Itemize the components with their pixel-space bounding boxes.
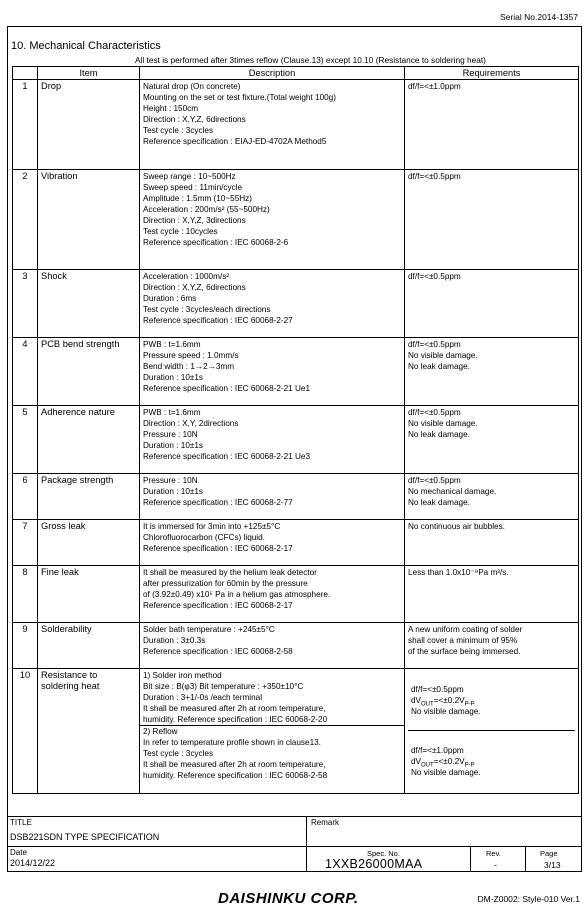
description-line: Reference specification : IEC 60068-2-21 Ue3 <box>143 452 311 461</box>
requirement-line: No leak damage. <box>408 362 470 371</box>
row-number: 9 <box>13 623 38 669</box>
requirement-line: No leak damage. <box>408 498 470 507</box>
row-description <box>140 270 405 338</box>
row-number: 5 <box>13 406 38 474</box>
footer-title-label: TITLE <box>10 818 32 827</box>
description-line: Chlorofluorocarbon (CFCs) liquid. <box>143 533 265 542</box>
row-item: PCB bend strength <box>38 338 140 406</box>
requirement-line: of the surface being immersed. <box>408 647 521 656</box>
footer-top-rule <box>7 816 582 817</box>
row-item: Vibration <box>38 170 140 270</box>
description-line: Direction : X,Y,Z, 6directions <box>143 115 246 124</box>
description-line: Duration : 3±0.3s <box>143 636 206 645</box>
requirement-line: df/f=<±1.0ppm <box>408 82 461 91</box>
row-requirements <box>405 520 579 566</box>
description-line: Reference specification : IEC 60068-2-17 <box>143 544 293 553</box>
footer-remark-label: Remark <box>311 818 340 827</box>
requirement-line: No visible damage. <box>411 706 481 716</box>
requirement-line: shall cover a minimum of 95% <box>408 636 518 645</box>
row-number: 3 <box>13 270 38 338</box>
requirement-line: No mechanical damage. <box>408 487 497 496</box>
requirement-line: Less than 1.0x10⁻⁹Pa m³/s. <box>408 568 509 577</box>
header-item: Item <box>38 67 140 80</box>
description-line: Reference specification : IEC 60068-2-6 <box>143 238 289 247</box>
description-line: Reference specification : IEC 60068-2-17 <box>143 601 293 610</box>
description-line: Duration : 10±1s <box>143 487 204 496</box>
row-item: Package strength <box>38 474 140 520</box>
requirement-line: No visible damage. <box>408 351 478 360</box>
description-line: Sweep range : 10~500Hz <box>143 172 236 181</box>
header-description: Description <box>140 67 405 80</box>
row-item: Solderability <box>38 623 140 669</box>
table-row <box>13 474 579 520</box>
header-no <box>13 67 38 80</box>
footer-divider-page <box>525 846 526 872</box>
description-line: Direction : X,Y, 2directions <box>143 419 239 428</box>
description-line: Duration : 3+1/-0s /each terminal <box>143 693 263 702</box>
reflow-requirements <box>408 730 575 792</box>
reflow-section <box>140 725 404 781</box>
table-row <box>13 270 579 338</box>
table-row <box>13 566 579 623</box>
footer-page-value: 3/13 <box>544 860 561 870</box>
description-line: PWB : t=1.6mm <box>143 408 201 417</box>
row-item: Fine leak <box>38 566 140 623</box>
row-number: 8 <box>13 566 38 623</box>
description-line: Direction : X,Y,Z, 6directions <box>143 283 246 292</box>
description-line: Acceleration : 200m/s² (55~500Hz) <box>143 205 270 214</box>
row-requirements <box>405 338 579 406</box>
description-line: Duration : 10±1s <box>143 441 204 450</box>
solder-iron-requirements <box>408 670 575 730</box>
requirement-line: No visible damage. <box>408 419 478 428</box>
row-requirements <box>405 566 579 623</box>
description-line: Test cycle : 3cycles/each directions <box>143 305 271 314</box>
row-item: Adherence nature <box>38 406 140 474</box>
description-line: Test cycle : 3cycles <box>143 749 214 758</box>
description-line: Reference specification : IEC 60068-2-21 Ue1 <box>143 384 311 393</box>
description-line: It shall be measured after 2h at room temperature, <box>143 760 326 769</box>
section-title: 10. Mechanical Characteristics <box>11 40 161 52</box>
description-line: of (3.92±0.49) x10⁵ Pa in a helium gas atmosphere. <box>143 590 331 599</box>
footer-divider-rev <box>470 846 471 872</box>
footer-spec-label: Spec. No. <box>367 849 400 858</box>
description-line: Pressure speed : 1.0mm/s <box>143 351 239 360</box>
row-requirements <box>405 669 579 794</box>
description-line: Pressure : 10N <box>143 476 198 485</box>
description-line: It shall be measured by the helium leak detector <box>143 568 317 577</box>
footer-date-value: 2014/12/22 <box>10 858 56 868</box>
footer-spec-value: 1XXB26000MAA <box>325 857 423 871</box>
description-line: In refer to temperature profile shown in clause13. <box>143 738 321 747</box>
description-line: humidity. Reference specification : IEC 60068-2-58 <box>143 771 328 780</box>
description-line: Acceleration : 1000m/s² <box>143 272 230 281</box>
requirement-line: df/f=<±0.5ppm <box>408 272 461 281</box>
description-line: Bit size : B(φ3) Bit temperature : +350±10°C <box>143 682 304 691</box>
requirement-line: df/f=<±0.5ppm <box>408 172 461 181</box>
requirement-line: df/f=<±1.0ppm <box>411 746 464 755</box>
section-note: All test is performed after 3times reflow (Clause.13) except 10.10 (Resistance to soldering heat) <box>135 55 486 65</box>
description-line: humidity. Reference specification : IEC 60068-2-20 <box>143 715 328 724</box>
requirement-line: df/f=<±0.5ppm <box>408 408 461 417</box>
description-line: Test cycle : 10cycles <box>143 227 218 236</box>
requirement-line: No continuous air bubbles. <box>408 522 505 531</box>
description-line: Height : 150cm <box>143 104 199 113</box>
table-row <box>13 520 579 566</box>
requirement-line: df/f=<±0.5ppm <box>408 476 461 485</box>
style-code: DM-Z0002: Style-010 Ver.1 <box>477 894 580 904</box>
serial-number: Serial No.2014-1357 <box>500 12 578 22</box>
footer-rev-value: - <box>494 860 497 870</box>
row-requirements <box>405 270 579 338</box>
table-row <box>13 338 579 406</box>
solder-iron-section <box>143 670 401 725</box>
header-requirements: Requirements <box>405 67 579 80</box>
description-line: Reference specification : IEC 60068-2-58 <box>143 647 293 656</box>
description-line: 2) Reflow <box>143 727 178 736</box>
footer-divider-remark <box>306 816 307 872</box>
description-line: Amplitude : 1.5mm (10~55Hz) <box>143 194 252 203</box>
description-line: Reference specification : IEC 60068-2-77 <box>143 498 293 507</box>
row-number: 10 <box>13 669 38 794</box>
requirement-line: df/f=<±0.5ppm <box>408 340 461 349</box>
footer-title-value: DSB221SDN TYPE SPECIFICATION <box>10 832 160 842</box>
table-row <box>13 170 579 270</box>
table-row <box>13 406 579 474</box>
description-line: Natural drop (On concrete) <box>143 82 241 91</box>
description-line: PWB : t=1.6mm <box>143 340 201 349</box>
description-line: Duration : 6ms <box>143 294 197 303</box>
row-item: Resistance to soldering heat <box>38 669 140 794</box>
mechanical-characteristics-table <box>12 66 579 794</box>
row-item: Drop <box>38 80 140 170</box>
footer-date-label: Date <box>10 848 27 857</box>
row-number: 1 <box>13 80 38 170</box>
row-item: Shock <box>38 270 140 338</box>
requirement-line: df/f=<±0.5ppm <box>411 684 464 694</box>
description-line: It is immersed for 3min into +125±5°C <box>143 522 281 531</box>
requirement-line: A new uniform coating of solder <box>408 625 523 634</box>
row-description <box>140 623 405 669</box>
row-number: 4 <box>13 338 38 406</box>
description-line: It shall be measured after 2h at room temperature, <box>143 704 326 713</box>
table-row <box>13 80 579 170</box>
table-row <box>13 623 579 669</box>
row-requirements <box>405 170 579 270</box>
row-description <box>140 80 405 170</box>
company-name: DAISHINKU CORP. <box>218 890 359 907</box>
row-description <box>140 170 405 270</box>
footer-mid-rule <box>7 846 582 847</box>
table-header-row <box>13 67 579 80</box>
row-description <box>140 406 405 474</box>
description-line: 1) Solder iron method <box>143 671 222 680</box>
row-requirements <box>405 406 579 474</box>
row-description <box>140 520 405 566</box>
row-requirements <box>405 474 579 520</box>
row-number: 6 <box>13 474 38 520</box>
requirement-line: No leak damage. <box>408 430 470 439</box>
row-number: 2 <box>13 170 38 270</box>
description-line: Bend width : 1→2→3mm <box>143 362 235 371</box>
description-line: Pressure : 10N <box>143 430 198 439</box>
description-line: after pressurization for 60min by the pressure <box>143 579 308 588</box>
description-line: Test cycle : 3cycles <box>143 126 214 135</box>
requirement-line: $dV_{OUT}=<\pm 0.2V_{P-P}$ <box>411 757 475 769</box>
row-number: 7 <box>13 520 38 566</box>
description-line: Duration : 10±1s <box>143 373 204 382</box>
row-description <box>140 566 405 623</box>
row-description <box>140 669 405 794</box>
row-requirements <box>405 80 579 170</box>
table-row <box>13 669 579 794</box>
description-line: Solder bath temperature : +245±5°C <box>143 625 275 634</box>
description-line: Mounting on the set or test fixture.(Total weight 100g) <box>143 93 336 102</box>
footer-rev-label: Rev. <box>486 849 501 858</box>
footer-page-label: Page <box>540 849 558 858</box>
row-description <box>140 338 405 406</box>
requirement-line: No visible damage. <box>411 768 481 777</box>
description-line: Direction : X,Y,Z, 3directions <box>143 216 246 225</box>
row-requirements <box>405 623 579 669</box>
description-line: Reference specification : EIAJ-ED-4702A Method5 <box>143 137 327 146</box>
description-line: Sweep speed : 11min/cycle <box>143 183 243 192</box>
requirement-line: $dV_{OUT}=<\pm 0.2V_{P-P}$ <box>411 695 475 708</box>
description-line: Reference specification : IEC 60068-2-27 <box>143 316 293 325</box>
row-description <box>140 474 405 520</box>
row-item: Gross leak <box>38 520 140 566</box>
